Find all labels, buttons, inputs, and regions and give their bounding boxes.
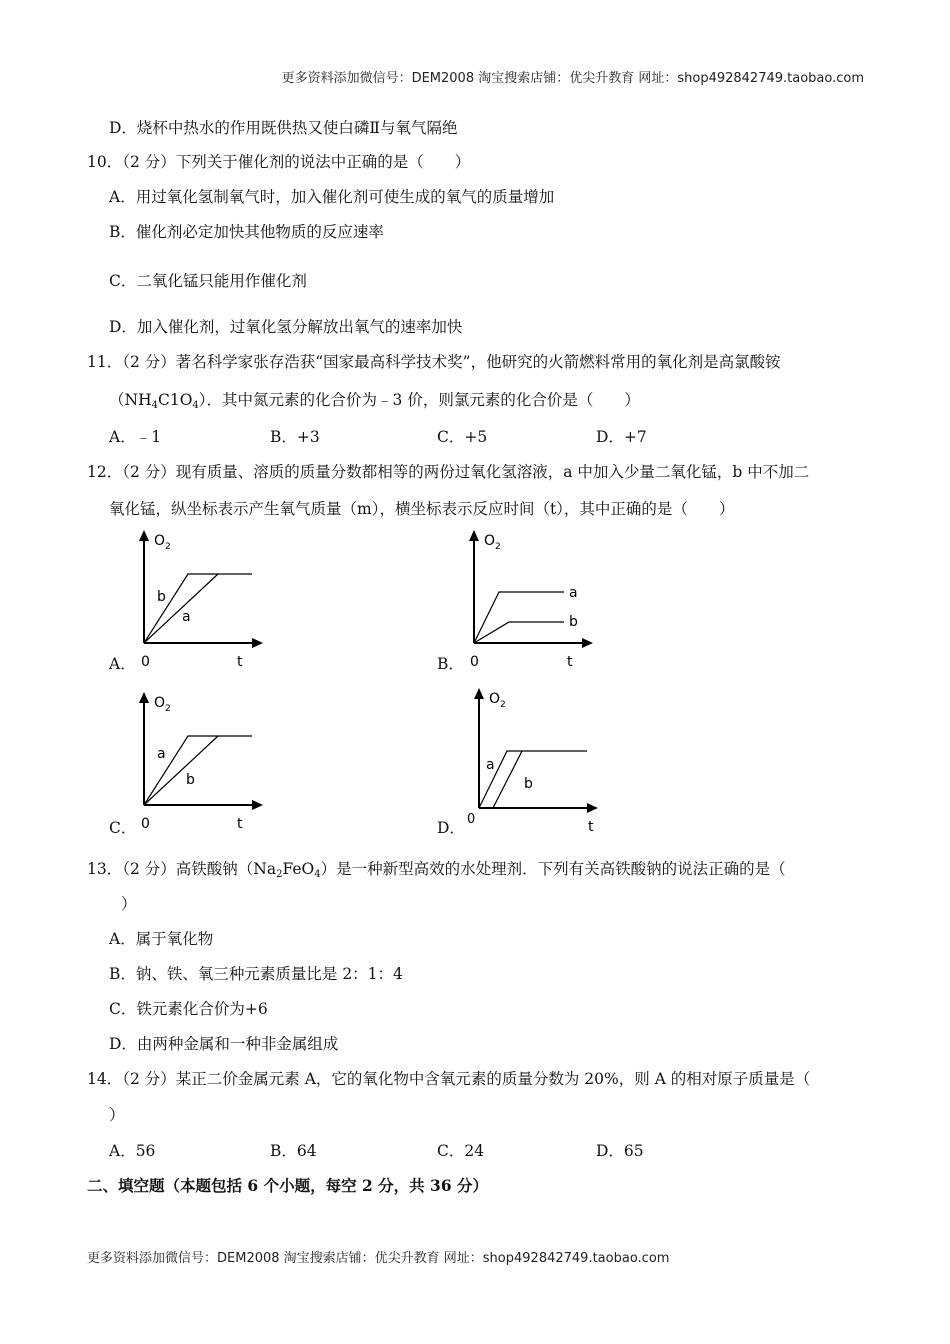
y-axis-label: $O_2$ — [484, 533, 501, 552]
q13-option-b: B．钠、铁、氧三种元素质量比是 2：1：4 — [109, 965, 403, 983]
q10-option-a: A．用过氧化氢制氧气时，加入催化剂可使生成的氧气的质量增加 — [109, 188, 555, 206]
page-header: 更多资料添加微信号：DEM2008 淘宝搜索店铺：优尖升教育 网址：shop492842749.taobao.com — [281, 71, 864, 86]
curve-b — [474, 622, 564, 643]
q14-option-c: C．24 — [437, 1142, 485, 1160]
curve-a — [479, 751, 587, 808]
q14-stem-line1: 14．（2 分）某正二价金属元素 A，它的氧化物中含氧元素的质量分数为 20%，则 A 的相对原子质量是（ — [87, 1070, 811, 1088]
curve-label-2: b — [569, 614, 578, 630]
q14-stem-line2: ） — [109, 1106, 125, 1124]
x-axis-label: t — [567, 654, 573, 670]
q11-stem-line2: $(NH_4C1O_4)$．其中氮元素的化合价为﹣3 价，则氯元素的化合价是（ ） — [109, 391, 640, 411]
x-axis-arrow — [252, 800, 263, 810]
x-axis-arrow — [582, 638, 593, 648]
q9-option-d: D．烧杯中热水的作用既供热又使白磷Ⅱ与氧气隔绝 — [109, 119, 458, 137]
origin-label: 0 — [141, 654, 150, 670]
curve-label-1: b — [157, 589, 166, 605]
y-axis-arrow — [474, 688, 484, 699]
section-2-heading: 二、填空题（本题包括 6 个小题，每空 2 分，共 36 分） — [87, 1176, 489, 1195]
q10-stem: 10．（2 分）下列关于催化剂的说法中正确的是（ ） — [87, 153, 471, 171]
y-axis-arrow — [139, 530, 149, 541]
curve-label-2: b — [524, 776, 533, 792]
x-axis-label: t — [237, 816, 243, 832]
q14-option-b: B．64 — [270, 1142, 317, 1160]
x-axis-label: t — [588, 819, 594, 832]
curve-b — [144, 574, 252, 643]
curve-b — [493, 751, 522, 808]
q10-option-d: D．加入催化剂，过氧化氢分解放出氧气的速率加快 — [109, 318, 463, 336]
y-axis-label: $O_2$ — [154, 695, 171, 714]
q13-option-d: D．由两种金属和一种非金属组成 — [109, 1035, 339, 1053]
curve-label-1: a — [569, 585, 578, 601]
q12-graph-a-label: A． — [109, 655, 136, 673]
y-axis-label: $O_2$ — [489, 691, 506, 710]
q10-option-c: C．二氧化锰只能用作催化剂 — [109, 272, 307, 290]
q11-option-c: C．+5 — [437, 428, 488, 446]
q12-graph-b-label: B． — [437, 655, 464, 673]
q11-option-b: B．+3 — [270, 428, 320, 446]
curve-label-2: a — [182, 609, 191, 625]
curve-label-2: b — [186, 772, 195, 788]
origin-label: 0 — [467, 812, 476, 827]
q12-stem-line2: 氧化锰，纵坐标表示产生氧气质量（m），横坐标表示反应时间（t），其中正确的是（ ） — [109, 500, 735, 518]
q12-stem-line1: 12．（2 分）现有质量、溶质的质量分数都相等的两份过氧化氢溶液，a 中加入少量二氧化锰，b 中不加二 — [87, 463, 810, 481]
curve-label-1: a — [486, 757, 495, 773]
q13-stem-line2: ） — [121, 895, 137, 913]
y-axis-label: $O_2$ — [154, 533, 171, 552]
origin-label: 0 — [470, 654, 479, 670]
origin-label: 0 — [141, 816, 150, 832]
q12-graph-d-label: D． — [437, 819, 465, 837]
q13-option-c: C．铁元素化合价为+6 — [109, 1000, 268, 1018]
q12-graph-a — [126, 528, 276, 682]
q12-graph-d — [461, 682, 611, 836]
q13-stem-line1: 13．（2 分）高铁酸钠$(Na_2FeO_4)$是一种新型高效的水处理剂．下列有关高铁酸钠的说法正确的是（ — [87, 860, 786, 880]
q12-graph-c-label: C． — [109, 819, 137, 837]
q12-graph-b — [456, 528, 606, 682]
q14-option-a: A．56 — [109, 1142, 156, 1160]
y-axis-arrow — [469, 530, 479, 541]
y-axis-arrow — [139, 692, 149, 703]
curve-label-1: a — [157, 746, 166, 762]
q11-option-a: A．﹣1 — [109, 428, 162, 446]
x-axis-label: t — [237, 654, 243, 670]
x-axis-arrow — [587, 803, 598, 813]
q14-option-d: D．65 — [596, 1142, 644, 1160]
q10-option-b: B．催化剂必定加快其他物质的反应速率 — [109, 223, 384, 241]
x-axis-arrow — [252, 638, 263, 648]
q11-stem-line1: 11．（2 分）著名科学家张存浩获“国家最高科学技术奖”，他研究的火箭燃料常用的氧化剂是高氯酸铵 — [87, 353, 781, 371]
page-footer: 更多资料添加微信号：DEM2008 淘宝搜索店铺：优尖升教育 网址：shop492842749.taobao.com — [87, 1251, 670, 1266]
q12-graph-c — [126, 690, 276, 844]
q11-option-d: D．+7 — [596, 428, 647, 446]
q13-option-a: A．属于氧化物 — [109, 930, 214, 948]
